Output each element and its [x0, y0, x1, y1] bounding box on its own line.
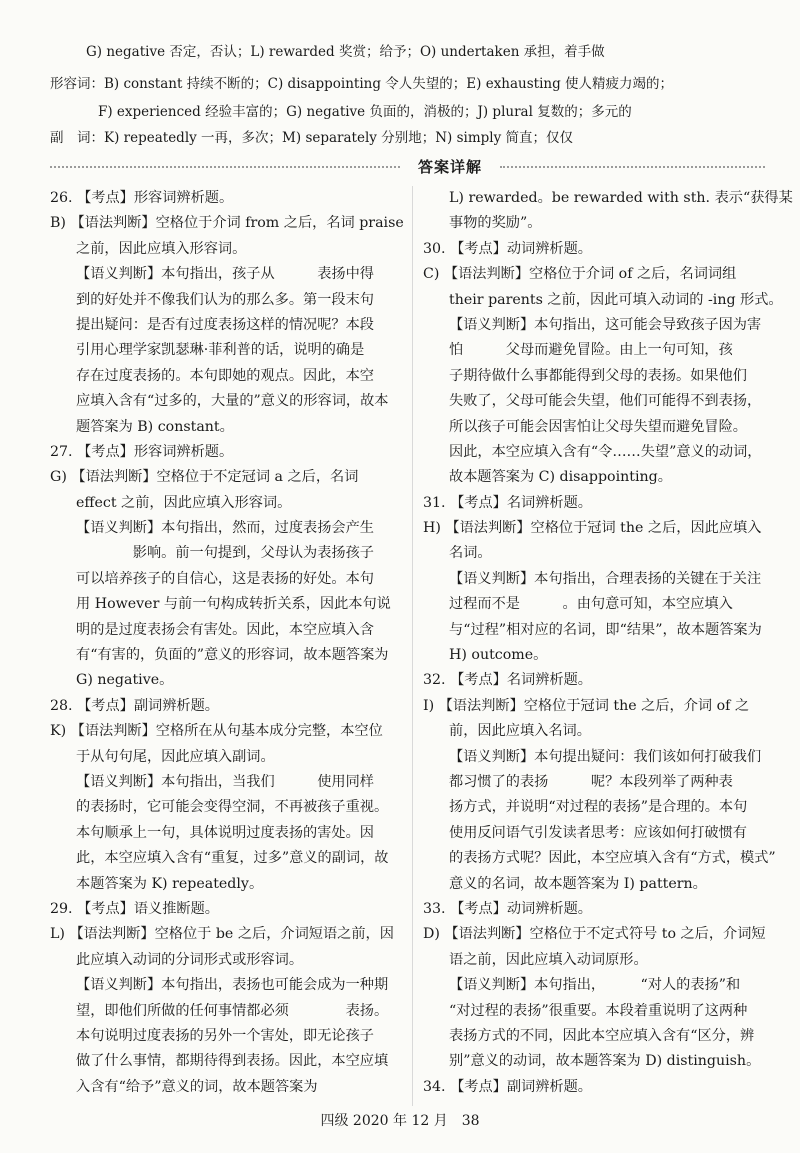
text-line: 31. 【考点】名词辨析题。 [423, 494, 592, 511]
text-line: K) 【语法判断】空格所在从句基本成分完整，本空位 [50, 723, 383, 740]
text-line: 与“过程”相对应的名词，即“结果”，故本题答案为 [449, 621, 762, 638]
text-line: 此应填入动词的分词形式或形容词。 [76, 951, 304, 968]
text-line: 使用反问语气引发读者思考：应该如何打破惯有 [449, 824, 747, 841]
text-line: 做了什么事情，都期待得到表扬。因此，本空应填 [76, 1053, 389, 1070]
text-line: 入含有“给予”意义的词，故本题答案为 [76, 1078, 318, 1095]
text-line: 怕 父母而避免冒险。由上一句可知，孩 [449, 342, 733, 359]
text-line: 于从句句尾，因此应填入副词。 [76, 748, 275, 765]
text-line: 的表扬时，它可能会变得空洞，不再被孩子重视。 [76, 799, 389, 816]
text-line: C) 【语法判断】空格位于介词 of 之后，名词词组 [423, 266, 737, 283]
text-line: 【语义判断】本句指出，合理表扬的关键在于关注 [449, 570, 762, 587]
text-line: their parents 之前，因此可填入动词的 -ing 形式。 [449, 291, 783, 308]
text-line: 到的好处并不像我们认为的那么多。第一段末句 [76, 291, 374, 308]
text-line: 意义的名词，故本题答案为 I) pattern。 [449, 875, 707, 892]
text-line: H) outcome。 [449, 647, 548, 664]
text-line: 失败了，父母可能会失望，他们可能得不到表扬， [449, 393, 762, 410]
text-line: effect 之前，因此应填入形容词。 [76, 494, 292, 511]
section-separator [50, 154, 765, 180]
separator-rule-right [500, 166, 765, 170]
text-line: 此，本空应填入含有“重复，过多”意义的副词，故 [76, 850, 389, 867]
text-line: 【语义判断】本句指出，孩子从 表扬中得 [76, 266, 374, 283]
text-line: 都习惯了的表扬 呢？本段列举了两种表 [449, 773, 733, 790]
text-line: B) 【语法判断】空格位于介词 from 之后，名词 praise [50, 215, 404, 232]
text-line: 【语义判断】本句指出，表扬也可能会成为一种期 [76, 977, 389, 994]
text-line: 前，因此应填入名词。 [449, 723, 591, 740]
text-line: 望，即他们所做的任何事情都必须 表扬。 [76, 1002, 389, 1019]
text-line: 【语义判断】本句指出，当我们 使用同样 [76, 773, 374, 790]
text-line: 【语义判断】本句指出，这可能会导致孩子因为害 [449, 316, 762, 333]
text-line: 【语义判断】本句指出，然而，过度表扬会产生 [76, 520, 374, 537]
text-line: 语之前，因此应填入动词原形。 [449, 951, 648, 968]
text-line: 应填入含有“过多的，大量的”意义的形容词，故本 [76, 393, 389, 410]
text-line: L) rewarded。be rewarded with sth. 表示“获得某 [449, 190, 793, 206]
text-line: 名词。 [449, 545, 492, 562]
text-line: 本句顺承上一句，具体说明过度表扬的害处。因 [76, 824, 374, 841]
left-column [50, 186, 402, 1100]
text-line: 过程而不是 。由句意可知，本空应填入 [449, 596, 733, 613]
text-line: 本题答案为 K) repeatedly。 [76, 875, 264, 892]
text-line: 所以孩子可能会因害怕让父母失望而避免冒险。 [449, 418, 747, 435]
vocab-line-adjectives-cont: F) experienced 经验丰富的；G) negative 负面的，消极的；J) plural 复数的；多元的 [98, 104, 632, 120]
text-line: 有“有害的，负面的”意义的形容词，故本题答案为 [76, 647, 389, 664]
text-line: 因此，本空应填入含有“令……失望”意义的动词， [449, 443, 762, 460]
text-line: 32. 【考点】名词辨析题。 [423, 672, 592, 689]
text-line: 30. 【考点】动词辨析题。 [423, 240, 592, 257]
text-line: 别”意义的动词，故本题答案为 D) distinguish。 [449, 1053, 761, 1070]
text-line: 28. 【考点】副词辨析题。 [50, 697, 219, 714]
text-line: 33. 【考点】动词辨析题。 [423, 900, 592, 917]
text-line: 29. 【考点】语义推断题。 [50, 900, 219, 917]
text-line: L) 【语法判断】空格位于 be 之后，介词短语之前，因 [50, 926, 394, 943]
text-line: 扬方式，并说明“对过程的表扬”是合理的。本句 [449, 799, 748, 816]
right-column [423, 186, 793, 1100]
text-line: H) 【语法判断】空格位于冠词 the 之后，因此应填入 [423, 520, 762, 537]
text-line: 的表扬方式呢？因此，本空应填入含有“方式，模式” [449, 850, 776, 867]
vocab-line-adverbs: 副 词：K) repeatedly 一再，多次；M) separately 分别地；N) simply 简直；仅仅 [50, 130, 573, 146]
text-line: 用 However 与前一句构成转折关系，因此本句说 [76, 596, 391, 613]
text-line: G) negative。 [76, 672, 174, 689]
text-line: 提出疑问：是否有过度表扬这样的情况呢？本段 [76, 316, 374, 333]
text-line: 27. 【考点】形容词辨析题。 [50, 443, 234, 460]
text-line: G) 【语法判断】空格位于不定冠词 a 之后，名词 [50, 469, 359, 486]
vocab-line-verbs: G) negative 否定，否认；L) rewarded 奖赏；给予；O) undertaken 承担，着手做 [86, 44, 605, 60]
page-footer: 四级 2020 年 12 月 38 [320, 1113, 480, 1129]
text-line: 子期待做什么事都能得到父母的表扬。如果他们 [449, 367, 747, 384]
text-line: 故本题答案为 C) disappointing。 [449, 469, 672, 486]
separator-rule-left [50, 166, 400, 170]
text-line: 可以培养孩子的自信心，这是表扬的好处。本句 [76, 570, 374, 587]
text-line: 事物的奖励”。 [449, 215, 542, 232]
text-line: 影响。前一句提到，父母认为表扬孩子 [76, 545, 374, 562]
section-title: 答案详解 [417, 158, 482, 176]
column-divider [412, 186, 413, 1106]
text-line: 之前，因此应填入形容词。 [76, 240, 247, 257]
text-line: 本句说明过度表扬的另外一个害处，即无论孩子 [76, 1027, 374, 1044]
text-line: 表扬方式的不同，因此本空应填入含有“区分，辨 [449, 1027, 755, 1044]
text-line: 明的是过度表扬会有害处。因此，本空应填入含 [76, 621, 374, 638]
text-line: 存在过度表扬的。本句即她的观点。因此，本空 [76, 367, 374, 384]
vocab-line-adjectives: 形容词：B) constant 持续不断的；C) disappointing 令人失望的；E) exhausting 使人精疲力竭的； [50, 76, 674, 92]
text-line: 引用心理学家凯瑟琳·菲利普的话，说明的确是 [76, 342, 365, 359]
text-line: 【语义判断】本句提出疑问：我们该如何打破我们 [449, 748, 762, 765]
text-line: 题答案为 B) constant。 [76, 418, 234, 435]
text-line: “对过程的表扬”很重要。本段着重说明了这两种 [449, 1002, 748, 1019]
text-line: I) 【语法判断】空格位于冠词 the 之后，介词 of 之 [423, 697, 750, 714]
text-line: 34. 【考点】副词辨析题。 [423, 1078, 592, 1095]
text-line: 【语义判断】本句指出， “对人的表扬”和 [449, 977, 741, 994]
text-line: 26. 【考点】形容词辨析题。 [50, 190, 234, 206]
text-line: D) 【语法判断】空格位于不定式符号 to 之后，介词短 [423, 926, 766, 943]
